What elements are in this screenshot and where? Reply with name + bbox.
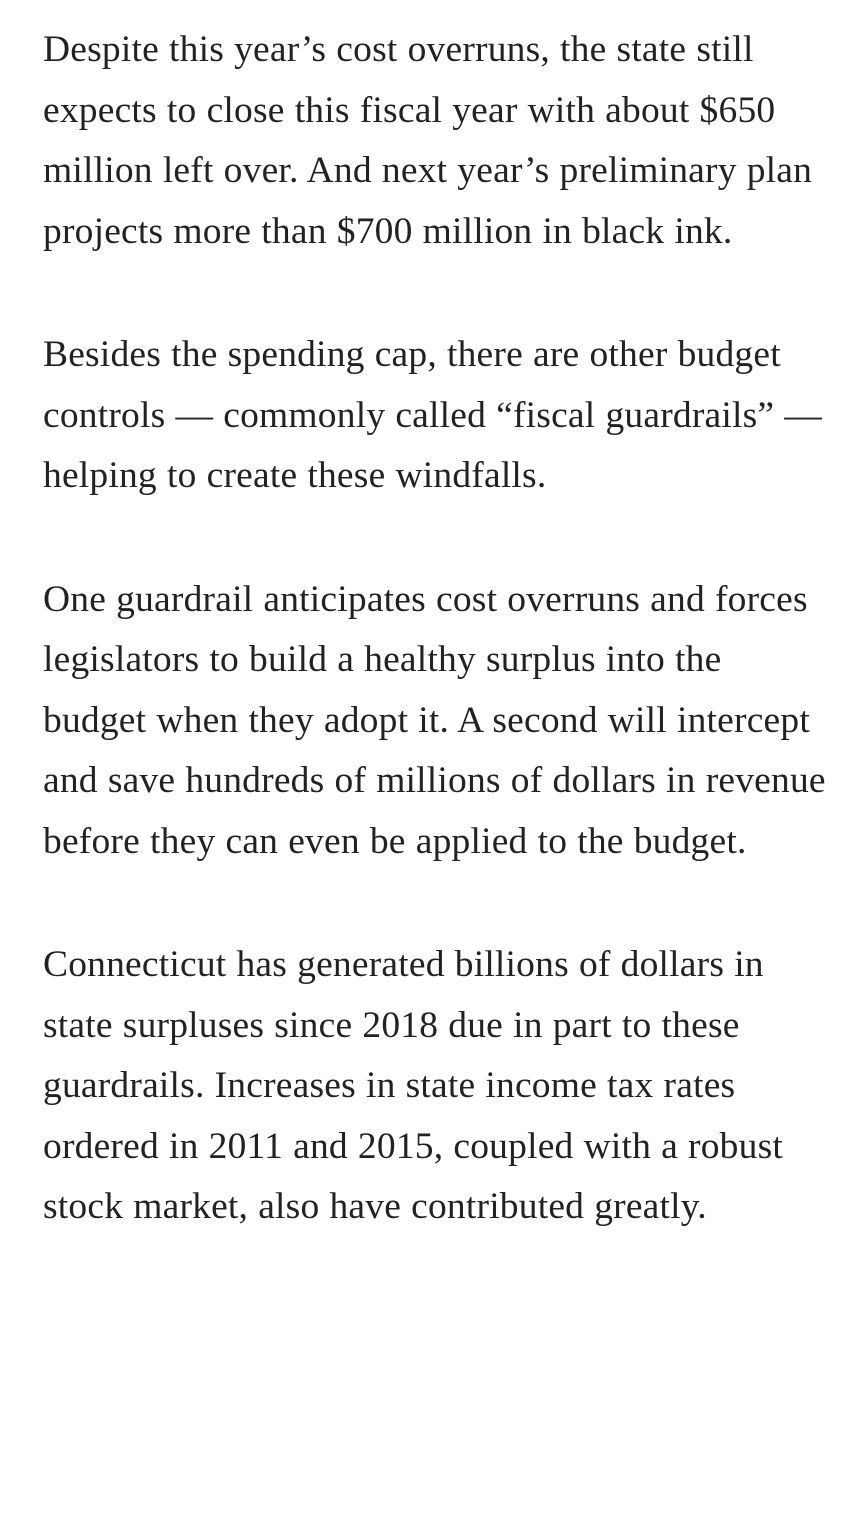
article-body bbox=[43, 20, 833, 1238]
paragraph-surplus-projection: Despite this year’s cost overruns, the state still expects to close this fiscal year with about $650 million left over. And next year’s preliminary plan projects more than $700 million in black ink. bbox=[43, 29, 813, 252]
paragraph-state-surpluses: Connecticut has generated billions of dollars in state surpluses since 2018 due in part to these guardrails. Increases in state income tax rates ordered in 2011 and 2015, coupled with a robust stock market, also have contributed greatly. bbox=[43, 944, 783, 1227]
paragraph-guardrails: One guardrail anticipates cost overruns and forces legislators to build a healthy surplus into the budget when they adopt it. A second will intercept and save hundreds of millions of dollars in revenue before they can even be applied to the budget. bbox=[43, 578, 826, 862]
paragraph-budget-controls: Besides the spending cap, there are other budget controls — commonly called “fiscal guardrails” — helping to create these windfalls. bbox=[43, 334, 823, 496]
